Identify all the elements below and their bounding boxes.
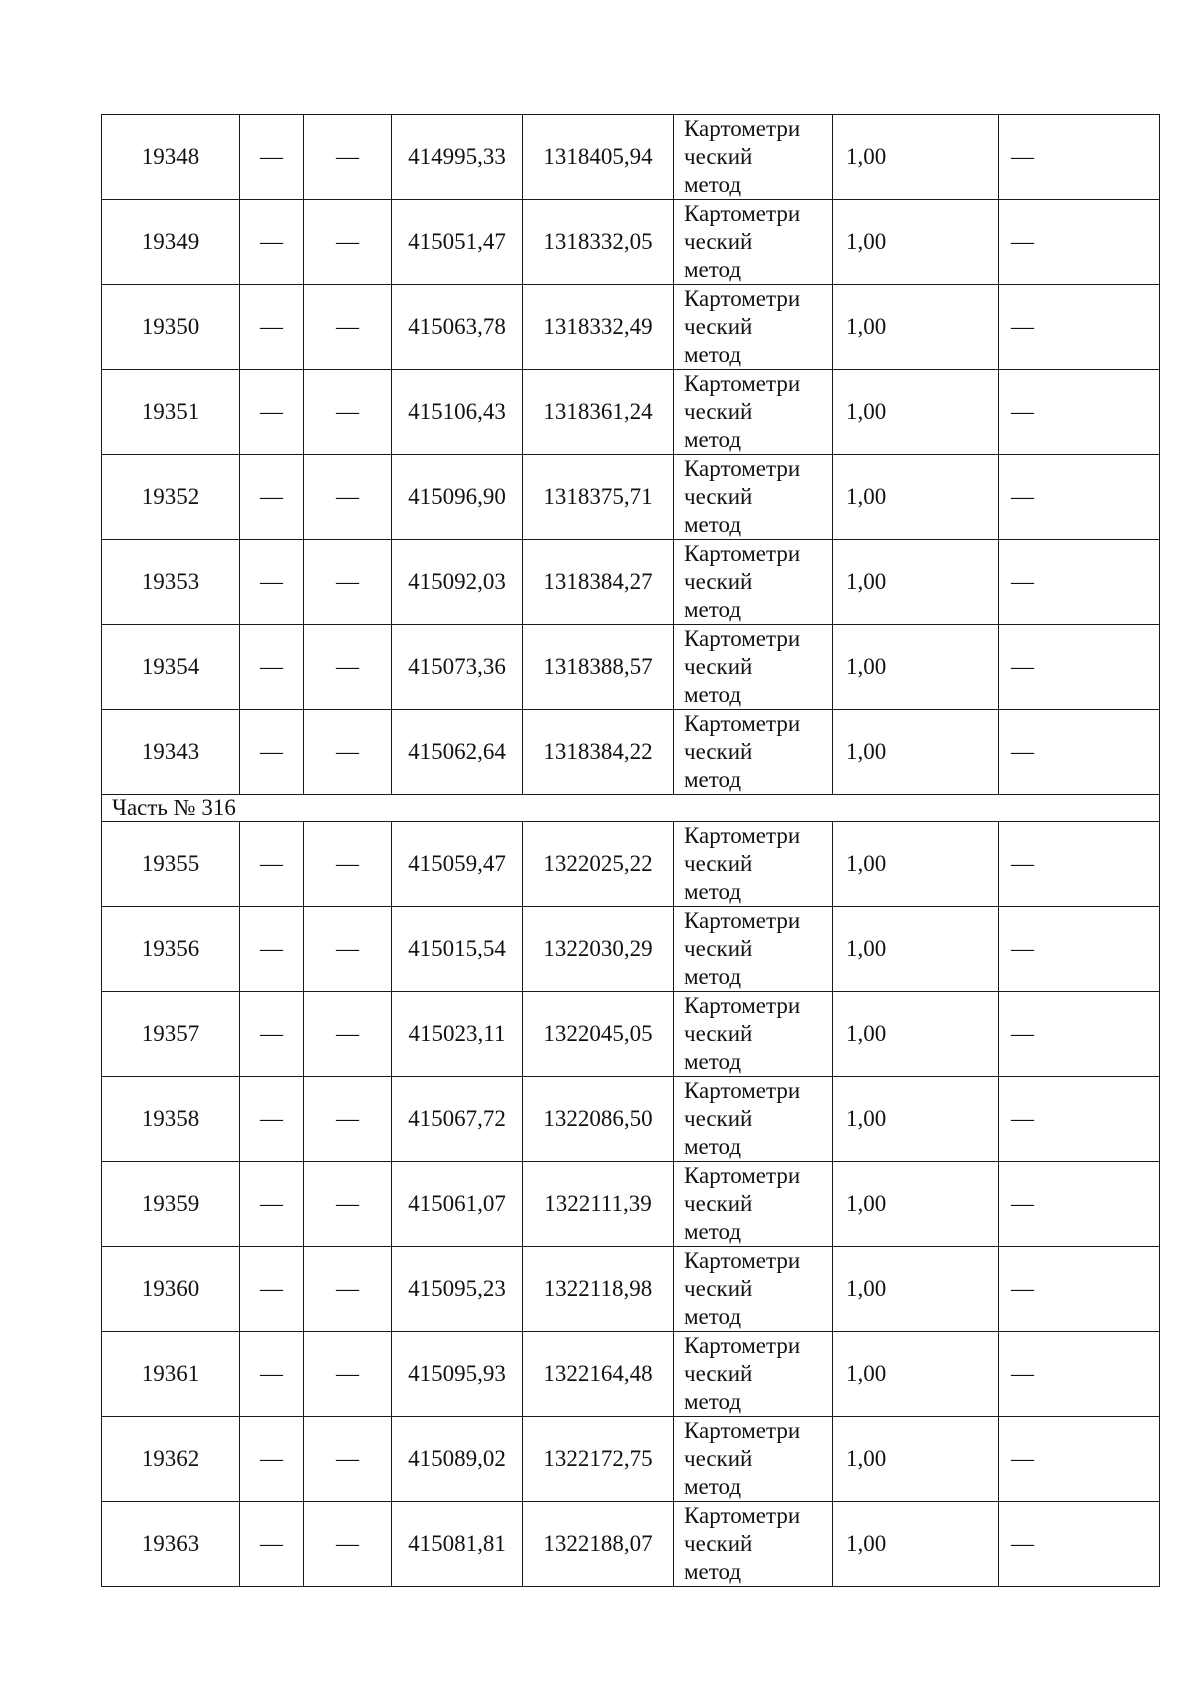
old-x-cell: — [240, 540, 304, 625]
method-text-line: метод [684, 172, 742, 197]
old-y-cell: — [304, 1077, 392, 1162]
method-text-line: метод [684, 1474, 742, 1499]
point-number-cell: 19354 [102, 625, 240, 710]
method-text-line: Картометри [684, 993, 801, 1018]
accuracy-cell: 1,00 [833, 1502, 999, 1587]
description-cell: — [999, 1417, 1160, 1502]
y-coordinate-cell: 1318405,94 [523, 115, 674, 200]
method-text-line: Картометри [684, 711, 801, 736]
table-body [102, 115, 1160, 1587]
y-coordinate-cell: 1322045,05 [523, 992, 674, 1077]
description-cell: — [999, 907, 1160, 992]
accuracy-cell: 1,00 [833, 455, 999, 540]
old-y-cell: — [304, 115, 392, 200]
method-text-line: ческий [684, 1021, 753, 1046]
method-text-line: Картометри [684, 456, 801, 481]
x-coordinate-cell: 415096,90 [392, 455, 523, 540]
method-text-line: ческий [684, 1446, 753, 1471]
description-cell: — [999, 455, 1160, 540]
method-text-line: метод [684, 1304, 742, 1329]
method-text-line: Картометри [684, 1078, 801, 1103]
point-number-cell: 19353 [102, 540, 240, 625]
method-text-line: ческий [684, 229, 753, 254]
method-cell [674, 710, 833, 795]
y-coordinate-cell: 1322086,50 [523, 1077, 674, 1162]
method-text-line: Картометри [684, 286, 801, 311]
method-text-line: ческий [684, 654, 753, 679]
table-row [102, 455, 1160, 540]
y-coordinate-cell: 1318384,27 [523, 540, 674, 625]
table-row [102, 710, 1160, 795]
old-y-cell: — [304, 822, 392, 907]
table-row [102, 992, 1160, 1077]
method-text-line: Картометри [684, 371, 801, 396]
old-x-cell: — [240, 1247, 304, 1332]
old-y-cell: — [304, 907, 392, 992]
accuracy-cell: 1,00 [833, 1077, 999, 1162]
x-coordinate-cell: 415067,72 [392, 1077, 523, 1162]
table-row [102, 1502, 1160, 1587]
table-row [102, 540, 1160, 625]
old-y-cell: — [304, 200, 392, 285]
table-row [102, 822, 1160, 907]
method-cell [674, 907, 833, 992]
old-x-cell: — [240, 285, 304, 370]
y-coordinate-cell: 1322164,48 [523, 1332, 674, 1417]
accuracy-cell: 1,00 [833, 992, 999, 1077]
old-x-cell: — [240, 1162, 304, 1247]
method-text-line: ческий [684, 484, 753, 509]
method-text-line: Картометри [684, 1163, 801, 1188]
method-text-line: метод [684, 1049, 742, 1074]
method-text-line: ческий [684, 739, 753, 764]
method-text-line: метод [684, 1559, 742, 1584]
old-y-cell: — [304, 285, 392, 370]
method-cell [674, 1502, 833, 1587]
method-text-line: ческий [684, 1276, 753, 1301]
old-y-cell: — [304, 710, 392, 795]
table-row [102, 370, 1160, 455]
x-coordinate-cell: 415092,03 [392, 540, 523, 625]
old-y-cell: — [304, 625, 392, 710]
accuracy-cell: 1,00 [833, 1332, 999, 1417]
accuracy-cell: 1,00 [833, 200, 999, 285]
table-row [102, 625, 1160, 710]
method-cell [674, 1332, 833, 1417]
old-x-cell: — [240, 992, 304, 1077]
old-x-cell: — [240, 1077, 304, 1162]
old-x-cell: — [240, 710, 304, 795]
point-number-cell: 19351 [102, 370, 240, 455]
point-number-cell: 19362 [102, 1417, 240, 1502]
description-cell: — [999, 1332, 1160, 1417]
method-text-line: ческий [684, 144, 753, 169]
method-cell [674, 822, 833, 907]
x-coordinate-cell: 415061,07 [392, 1162, 523, 1247]
method-cell [674, 540, 833, 625]
point-number-cell: 19358 [102, 1077, 240, 1162]
point-number-cell: 19343 [102, 710, 240, 795]
method-text-line: метод [684, 342, 742, 367]
y-coordinate-cell: 1322118,98 [523, 1247, 674, 1332]
x-coordinate-cell: 415095,93 [392, 1332, 523, 1417]
method-text-line: ческий [684, 569, 753, 594]
description-cell: — [999, 1502, 1160, 1587]
method-cell [674, 1077, 833, 1162]
method-cell [674, 1417, 833, 1502]
old-x-cell: — [240, 455, 304, 540]
method-text-line: ческий [684, 1191, 753, 1216]
table-row [102, 1332, 1160, 1417]
y-coordinate-cell: 1318384,22 [523, 710, 674, 795]
table-row [102, 285, 1160, 370]
old-y-cell: — [304, 370, 392, 455]
method-text-line: ческий [684, 1531, 753, 1556]
method-text-line: метод [684, 1134, 742, 1159]
method-text-line: Картометри [684, 908, 801, 933]
accuracy-cell: 1,00 [833, 1162, 999, 1247]
section-title: Часть № 316 [102, 795, 1160, 822]
method-text-line: метод [684, 1389, 742, 1414]
y-coordinate-cell: 1322172,75 [523, 1417, 674, 1502]
point-number-cell: 19350 [102, 285, 240, 370]
method-text-line: метод [684, 879, 742, 904]
y-coordinate-cell: 1318375,71 [523, 455, 674, 540]
old-y-cell: — [304, 1502, 392, 1587]
table-row [102, 1417, 1160, 1502]
table-row [102, 1077, 1160, 1162]
table-row [102, 907, 1160, 992]
point-number-cell: 19349 [102, 200, 240, 285]
method-cell [674, 370, 833, 455]
method-cell [674, 200, 833, 285]
old-x-cell: — [240, 200, 304, 285]
point-number-cell: 19355 [102, 822, 240, 907]
accuracy-cell: 1,00 [833, 540, 999, 625]
y-coordinate-cell: 1322111,39 [523, 1162, 674, 1247]
old-y-cell: — [304, 1332, 392, 1417]
table-row [102, 1162, 1160, 1247]
y-coordinate-cell: 1322030,29 [523, 907, 674, 992]
old-x-cell: — [240, 907, 304, 992]
point-number-cell: 19361 [102, 1332, 240, 1417]
method-text-line: ческий [684, 936, 753, 961]
accuracy-cell: 1,00 [833, 625, 999, 710]
description-cell: — [999, 370, 1160, 455]
x-coordinate-cell: 415106,43 [392, 370, 523, 455]
y-coordinate-cell: 1322188,07 [523, 1502, 674, 1587]
method-text-line: Картометри [684, 626, 801, 651]
accuracy-cell: 1,00 [833, 822, 999, 907]
old-y-cell: — [304, 1417, 392, 1502]
accuracy-cell: 1,00 [833, 710, 999, 795]
description-cell: — [999, 822, 1160, 907]
x-coordinate-cell: 415062,64 [392, 710, 523, 795]
method-cell [674, 992, 833, 1077]
method-text-line: метод [684, 512, 742, 537]
description-cell: — [999, 540, 1160, 625]
description-cell: — [999, 285, 1160, 370]
method-text-line: метод [684, 427, 742, 452]
old-x-cell: — [240, 625, 304, 710]
accuracy-cell: 1,00 [833, 370, 999, 455]
old-y-cell: — [304, 1247, 392, 1332]
coordinates-table [101, 114, 1160, 1587]
method-text-line: ческий [684, 1361, 753, 1386]
method-text-line: ческий [684, 314, 753, 339]
accuracy-cell: 1,00 [833, 907, 999, 992]
method-text-line: ческий [684, 851, 753, 876]
point-number-cell: 19356 [102, 907, 240, 992]
method-cell [674, 625, 833, 710]
table-row [102, 1247, 1160, 1332]
y-coordinate-cell: 1322025,22 [523, 822, 674, 907]
description-cell: — [999, 115, 1160, 200]
x-coordinate-cell: 414995,33 [392, 115, 523, 200]
old-y-cell: — [304, 455, 392, 540]
description-cell: — [999, 710, 1160, 795]
point-number-cell: 19359 [102, 1162, 240, 1247]
x-coordinate-cell: 415059,47 [392, 822, 523, 907]
x-coordinate-cell: 415081,81 [392, 1502, 523, 1587]
old-x-cell: — [240, 1332, 304, 1417]
old-y-cell: — [304, 992, 392, 1077]
old-y-cell: — [304, 1162, 392, 1247]
x-coordinate-cell: 415089,02 [392, 1417, 523, 1502]
method-text-line: Картометри [684, 823, 801, 848]
accuracy-cell: 1,00 [833, 285, 999, 370]
method-text-line: метод [684, 682, 742, 707]
accuracy-cell: 1,00 [833, 115, 999, 200]
accuracy-cell: 1,00 [833, 1417, 999, 1502]
method-text-line: метод [684, 597, 742, 622]
y-coordinate-cell: 1318332,05 [523, 200, 674, 285]
x-coordinate-cell: 415015,54 [392, 907, 523, 992]
method-text-line: Картометри [684, 1248, 801, 1273]
method-text-line: Картометри [684, 201, 801, 226]
y-coordinate-cell: 1318388,57 [523, 625, 674, 710]
point-number-cell: 19352 [102, 455, 240, 540]
method-text-line: метод [684, 1219, 742, 1244]
accuracy-cell: 1,00 [833, 1247, 999, 1332]
old-x-cell: — [240, 115, 304, 200]
old-x-cell: — [240, 822, 304, 907]
x-coordinate-cell: 415063,78 [392, 285, 523, 370]
old-x-cell: — [240, 370, 304, 455]
description-cell: — [999, 992, 1160, 1077]
method-cell [674, 285, 833, 370]
description-cell: — [999, 1162, 1160, 1247]
method-text-line: метод [684, 767, 742, 792]
x-coordinate-cell: 415023,11 [392, 992, 523, 1077]
method-text-line: метод [684, 257, 742, 282]
table-row [102, 115, 1160, 200]
description-cell: — [999, 1247, 1160, 1332]
method-text-line: ческий [684, 399, 753, 424]
point-number-cell: 19348 [102, 115, 240, 200]
method-text-line: ческий [684, 1106, 753, 1131]
old-x-cell: — [240, 1417, 304, 1502]
old-y-cell: — [304, 540, 392, 625]
table-row [102, 200, 1160, 285]
method-text-line: Картометри [684, 1333, 801, 1358]
old-x-cell: — [240, 1502, 304, 1587]
description-cell: — [999, 1077, 1160, 1162]
description-cell: — [999, 200, 1160, 285]
y-coordinate-cell: 1318332,49 [523, 285, 674, 370]
x-coordinate-cell: 415095,23 [392, 1247, 523, 1332]
section-header-row [102, 795, 1160, 822]
y-coordinate-cell: 1318361,24 [523, 370, 674, 455]
method-cell [674, 1247, 833, 1332]
method-text-line: Картометри [684, 541, 801, 566]
x-coordinate-cell: 415051,47 [392, 200, 523, 285]
method-cell [674, 1162, 833, 1247]
method-text-line: Картометри [684, 1503, 801, 1528]
method-text-line: Картометри [684, 1418, 801, 1443]
method-cell [674, 115, 833, 200]
method-text-line: Картометри [684, 116, 801, 141]
x-coordinate-cell: 415073,36 [392, 625, 523, 710]
point-number-cell: 19363 [102, 1502, 240, 1587]
method-cell [674, 455, 833, 540]
method-text-line: метод [684, 964, 742, 989]
point-number-cell: 19357 [102, 992, 240, 1077]
point-number-cell: 19360 [102, 1247, 240, 1332]
description-cell: — [999, 625, 1160, 710]
